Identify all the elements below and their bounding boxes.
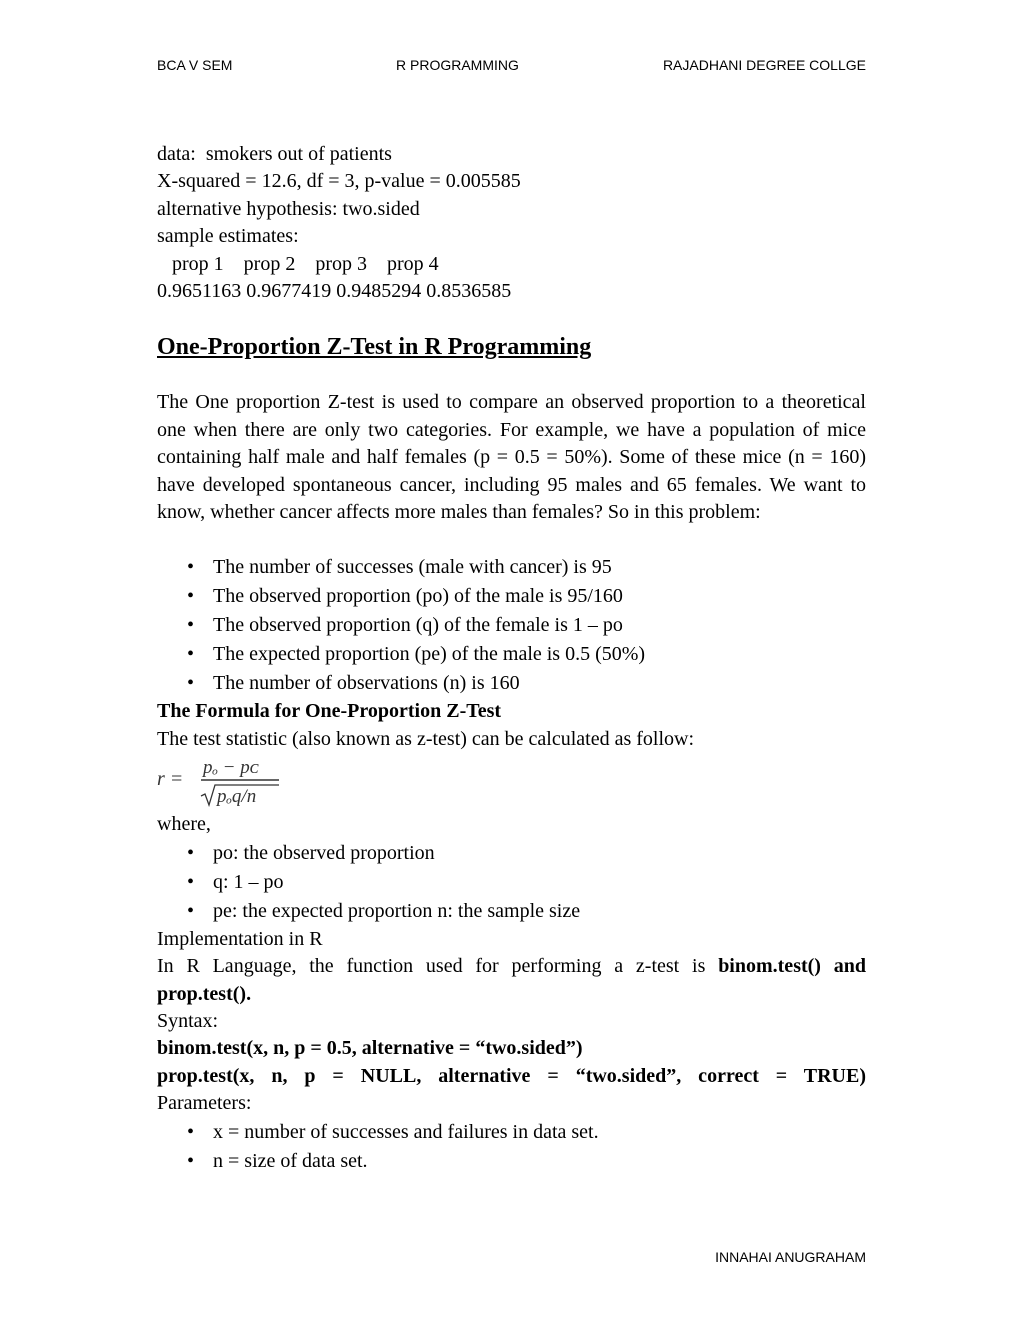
list-item: • x = number of successes and failures in data set. xyxy=(187,1118,866,1147)
list-item: • q: 1 – po xyxy=(187,868,866,897)
formula-heading: The Formula for One-Proportion Z-Test xyxy=(157,700,502,723)
list-item: • pe: the expected proportion n: the sample size xyxy=(187,897,866,926)
implementation-label: Implementation in R xyxy=(157,927,323,950)
header-course: BCA V SEM xyxy=(157,57,233,73)
implementation-functions: binom.test() and xyxy=(718,955,866,978)
syntax-prop: prop.test(x, n, p = NULL, alternative = “two.sided”, correct = TRUE) xyxy=(157,1064,866,1087)
syntax-label: Syntax: xyxy=(157,1009,219,1032)
implementation-functions-cont: prop.test(). xyxy=(157,982,252,1005)
intro-paragraph: The One proportion Z-test is used to compare an observed proportion to a theoretical one when there are only two categories. For example, we have a population of mice containing half male and half females (p = 0.5 = 50%). Some of these mice (n = 160) have developed spontaneous cancer, including 95 males and 65 females. We want to know, whether cancer affects more males than females? So in this problem: xyxy=(157,391,866,524)
page-footer: INNAHAI ANUGRAHAM xyxy=(715,1249,866,1265)
header-college: RAJADHANI DEGREE COLLGE xyxy=(662,57,866,73)
list-item: • n = size of data set. xyxy=(187,1147,866,1176)
formula-lhs: r = xyxy=(157,768,184,791)
implementation-text xyxy=(157,953,866,980)
list-item: • The observed proportion (po) of the male is 95/160 xyxy=(187,582,866,611)
parameters-label: Parameters: xyxy=(157,1092,252,1115)
list-item: • The number of observations (n) is 160 xyxy=(187,669,866,698)
output-data-line: data: smokers out of patients xyxy=(157,143,392,165)
page-content xyxy=(157,141,866,1176)
formula-intro: The test statistic (also known as z-test) can be calculated as follow: xyxy=(157,727,695,750)
list-item: • The observed proportion (q) of the female is 1 – po xyxy=(187,611,866,640)
output-alt-line: alternative hypothesis: two.sided xyxy=(157,197,420,220)
section-title: One-Proportion Z-Test in R Programming xyxy=(157,334,592,361)
where-label: where, xyxy=(157,813,211,836)
syntax-binom: binom.test(x, n, p = 0.5, alternative = “two.sided”) xyxy=(157,1037,583,1060)
output-estimates-label: sample estimates: xyxy=(157,225,299,248)
output-props-header: prop 1 prop 2 prop 3 prop 4 xyxy=(157,252,439,275)
output-stat-line: X-squared = 12.6, df = 3, p-value = 0.005585 xyxy=(157,170,521,193)
header-subject: R PROGRAMMING xyxy=(396,57,519,73)
problem-list xyxy=(187,553,866,698)
r-output-block xyxy=(157,141,866,305)
formula-image xyxy=(157,755,866,807)
output-props-values: 0.9651163 0.9677419 0.9485294 0.8536585 xyxy=(157,280,512,303)
list-item: • The expected proportion (pe) of the male is 0.5 (50%) xyxy=(187,640,866,669)
formula-numerator: pₒ − pᴄ xyxy=(203,757,259,779)
where-list xyxy=(187,839,866,926)
formula-denominator: pₒq/n xyxy=(217,786,257,808)
list-item: • The number of successes (male with cancer) is 95 xyxy=(187,553,866,582)
implementation-text-plain: In R Language, the function used for performing a z-test is xyxy=(157,955,719,978)
parameters-list xyxy=(187,1118,866,1176)
list-item: • po: the observed proportion xyxy=(187,839,866,868)
